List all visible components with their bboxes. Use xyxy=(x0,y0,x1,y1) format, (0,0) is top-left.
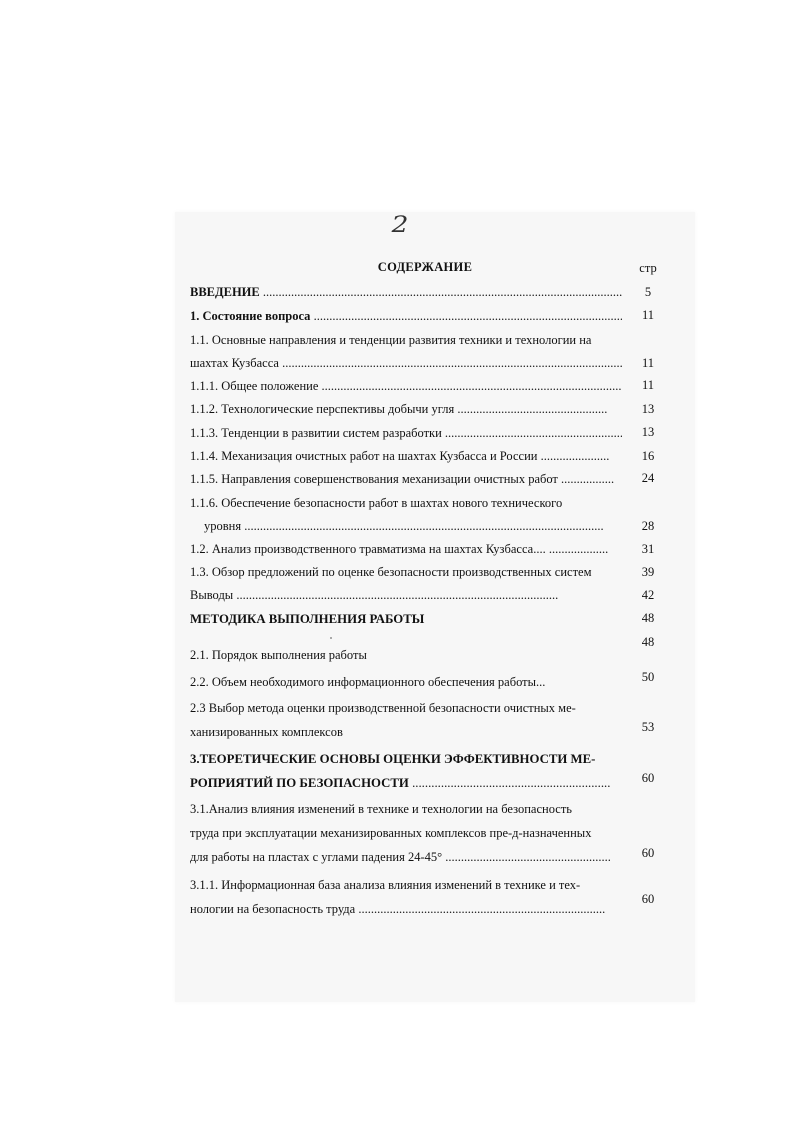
toc-page-conclusions: 42 xyxy=(641,588,655,602)
toc-page-2-1: 48 xyxy=(641,635,655,649)
toc-entry-1-1-line1: 1.1. Основные направления и тенденции развития техники и технологии на xyxy=(190,333,592,347)
toc-entry-1-3: 1.3. Обзор предложений по оценке безопасности производственных систем xyxy=(190,565,592,579)
toc-entry-section-3-line2: РОПРИЯТИЙ ПО БЕЗОПАСНОСТИ ..... xyxy=(190,775,610,791)
toc-title: СОДЕРЖАНИЕ xyxy=(377,260,473,274)
toc-page-1-1-3: 13 xyxy=(641,425,655,439)
toc-entry-1-2: 1.2. Анализ производственного травматизма на шахтах Кузбасса.... ..... xyxy=(190,541,608,557)
toc-entry-3-1-1-line1: 3.1.1. Информационная база анализа влияния изменений в технике и тех- xyxy=(190,878,581,892)
toc-entry-1-1-3: 1.1.3. Тенденции в развитии систем разработки ..... xyxy=(190,425,622,441)
handwritten-page-number: 2 xyxy=(391,213,409,238)
toc-entry-3-1-line3: для работы на пластах с углами падения 24-45° ..... xyxy=(190,849,610,865)
toc-page-3-1-1: 60 xyxy=(641,892,655,906)
toc-entry-conclusions: Выводы ..... xyxy=(190,587,558,603)
toc-entry-section-1: 1. Состояние вопроса ..... xyxy=(190,308,622,324)
toc-page-1-1-6: 28 xyxy=(641,519,655,533)
toc-entry-methodology: МЕТОДИКА ВЫПОЛНЕНИЯ РАБОТЫ xyxy=(190,612,425,626)
scan-speck xyxy=(330,637,332,639)
toc-page-1-1-5: 24 xyxy=(641,471,655,485)
toc-page-introduction: 5 xyxy=(644,285,652,299)
toc-entry-2-3-line2: ханизированных комплексов xyxy=(190,725,343,739)
toc-page-section-1: 11 xyxy=(641,308,655,322)
toc-page-1-1-1: 11 xyxy=(641,378,655,392)
toc-entry-1-1-1: 1.1.1. Общее положение ..... xyxy=(190,378,622,394)
toc-page-3-1: 60 xyxy=(641,846,655,860)
toc-entry-2-2: 2.2. Объем необходимого информационного обеспечения работы... xyxy=(190,675,546,689)
toc-page-1-3: 39 xyxy=(641,565,655,579)
toc-page-1-1-4: 16 xyxy=(641,449,655,463)
toc-page-1-2: 31 xyxy=(641,542,655,556)
toc-page-2-2: 50 xyxy=(641,670,655,684)
toc-entry-1-1-6-line1: 1.1.6. Обеспечение безопасности работ в шахтах нового технического xyxy=(190,496,563,510)
toc-entry-section-3-line1: 3.ТЕОРЕТИЧЕСКИЕ ОСНОВЫ ОЦЕНКИ ЭФФЕКТИВНОСТИ МЕ- xyxy=(190,752,596,766)
page-column-label: стр xyxy=(639,261,657,275)
toc-entry-2-3-line1: 2.3 Выбор метода оценки производственной безопасности очистных ме- xyxy=(190,701,576,715)
toc-page-methodology: 48 xyxy=(641,611,655,625)
toc-entry-1-1-2: 1.1.2. Технологические перспективы добычи угля ..... xyxy=(190,401,608,417)
toc-entry-2-1: 2.1. Порядок выполнения работы xyxy=(190,648,367,662)
toc-page-1-1-2: 13 xyxy=(641,402,655,416)
toc-page-2-3: 53 xyxy=(641,720,655,734)
toc-entry-3-1-1-line2: нологии на безопасность труда ..... xyxy=(190,901,606,917)
toc-page-section-3: 60 xyxy=(641,771,655,785)
toc-entry-1-1-6-line2: уровня ..... xyxy=(204,518,604,534)
toc-entry-3-1-line2: труда при эксплуатации механизированных комплексов пре-д-назначенных xyxy=(190,826,592,840)
toc-entry-3-1-line1: 3.1.Анализ влияния изменений в технике и технологии на безопасность xyxy=(190,802,572,816)
toc-entry-1-1-line2: шахтах Кузбасса ..... xyxy=(190,355,622,371)
toc-entry-1-1-5: 1.1.5. Направления совершенствования механизации очистных работ ..... xyxy=(190,471,614,487)
toc-entry-introduction: ВВЕДЕНИЕ ..... xyxy=(190,284,622,300)
toc-entry-1-1-4: 1.1.4. Механизация очистных работ на шахтах Кузбасса и России ..... xyxy=(190,448,610,464)
toc-page-1-1: 11 xyxy=(641,356,655,370)
